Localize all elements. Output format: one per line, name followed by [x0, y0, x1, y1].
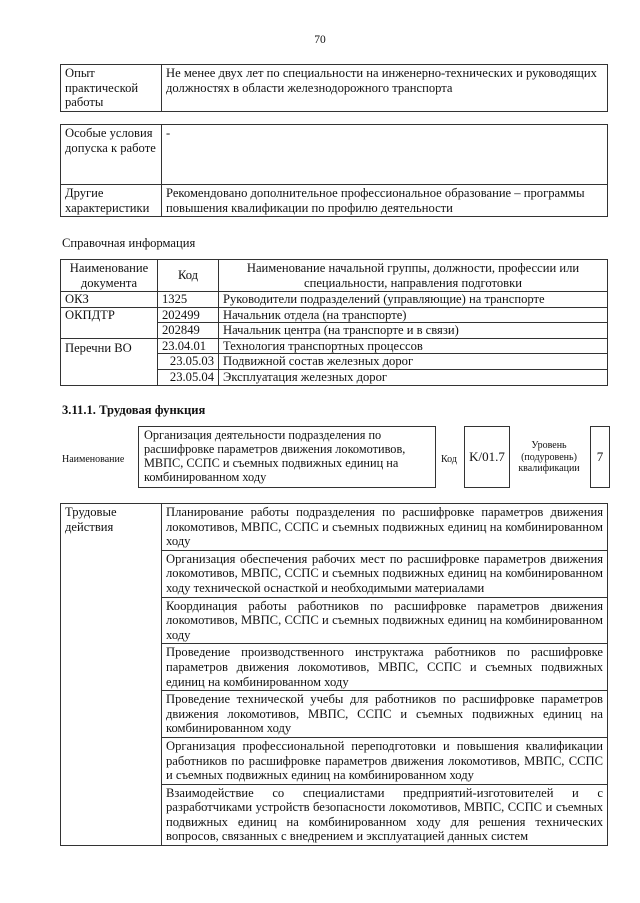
- reference-table: [60, 259, 608, 386]
- row-document: Перечни ВО: [61, 338, 158, 385]
- function-name-value: Организация деятельности подразделения по расшифровке параметров движения локомотивов, МВПС, ССПС и съемных подвижных единиц на комбинированном ходу: [138, 426, 436, 488]
- table-row: [61, 307, 608, 323]
- experience-value: Не менее двух лет по специальности на инженерно-технических и руководящих должностях в области железнодорожного транспорта: [162, 65, 608, 112]
- function-name-label: Наименование: [62, 454, 125, 465]
- row-name: Руководители подразделений (управляющие) на транспорте: [219, 292, 608, 308]
- function-code-label: Код: [441, 454, 457, 465]
- row-code: 1325: [158, 292, 219, 308]
- header-document: Наименование документа: [61, 260, 158, 292]
- function-level-value: 7: [590, 426, 610, 488]
- row-code: 23.04.01: [158, 338, 219, 354]
- function-code-value: K/01.7: [464, 426, 510, 488]
- special-conditions-label: Особые условия допуска к работе: [61, 125, 162, 185]
- other-characteristics-label: Другие характеристики: [61, 185, 162, 217]
- header-code: Код: [158, 260, 219, 292]
- special-conditions-value: -: [162, 125, 608, 185]
- conditions-table: [60, 124, 608, 217]
- list-item: Организация профессиональной переподготовки и повышения квалификации работников по расшифровке параметров движения локомотивов, МВПС, ССПС и съемных подвижных единиц на комбинированном ходу: [162, 737, 608, 784]
- actions-table: [60, 503, 608, 846]
- experience-label: Опыт практической работы: [61, 65, 162, 112]
- row-name: Технология транспортных процессов: [219, 338, 608, 354]
- row-document: ОКПДТР: [61, 307, 158, 338]
- row-name: Начальник центра (на транспорте и в связи): [219, 323, 608, 339]
- list-item: Планирование работы подразделения по расшифровке параметров движения локомотивов, МВПС, ССПС и съемных подвижных единиц на комбинированном ходу: [162, 504, 608, 551]
- row-name: Начальник отдела (на транспорте): [219, 307, 608, 323]
- table-row: [61, 338, 608, 354]
- table-row: [61, 292, 608, 308]
- list-item: Взаимодействие со специалистами предприятий-изготовителей и с разработчиками устройств безопасности локомотивов, МВПС, ССПС и съемных подвижных единиц на комбинированном ходу для решения технических вопросов, связанных с внедрением и эксплуатацией данных систем: [162, 784, 608, 845]
- header-name: Наименование начальной группы, должности, профессии или специальности, направления подготовки: [219, 260, 608, 292]
- row-name: Подвижной состав железных дорог: [219, 354, 608, 370]
- list-item: Проведение технической учебы для работников по расшифровке параметров движения локомотивов, МВПС, ССПС и съемных подвижных единиц на комбинированном ходу: [162, 691, 608, 738]
- other-characteristics-value: Рекомендовано дополнительное профессиональное образование – программы повышения квалификации по профилю деятельности: [162, 185, 608, 217]
- list-item: Проведение производственного инструктажа работников по расшифровке параметров движения локомотивов, МВПС, ССПС и съемных подвижных единиц на комбинированном ходу: [162, 644, 608, 691]
- row-code: 23.05.04: [158, 369, 219, 385]
- reference-title: Справочная информация: [62, 236, 196, 250]
- row-code: 202849: [158, 323, 219, 339]
- experience-table: [60, 64, 608, 112]
- actions-label: Трудовые действия: [61, 504, 162, 846]
- function-level-label: Уровень (подуровень) квалификации: [518, 440, 580, 474]
- list-item: Организация обеспечения рабочих мест по расшифровке параметров движения локомотивов, МВПС, ССПС и съемных подвижных единиц на комбинированном ходу технической оснасткой и необходимыми материалами: [162, 550, 608, 597]
- row-document: ОКЗ: [61, 292, 158, 308]
- row-code: 23.05.03: [158, 354, 219, 370]
- row-code: 202499: [158, 307, 219, 323]
- row-name: Эксплуатация железных дорог: [219, 369, 608, 385]
- page-number: 70: [314, 34, 326, 46]
- function-title: 3.11.1. Трудовая функция: [62, 403, 206, 417]
- list-item: Координация работы работников по расшифровке параметров движения локомотивов, МВПС, ССПС и съемных подвижных единиц на комбинированном ходу: [162, 597, 608, 644]
